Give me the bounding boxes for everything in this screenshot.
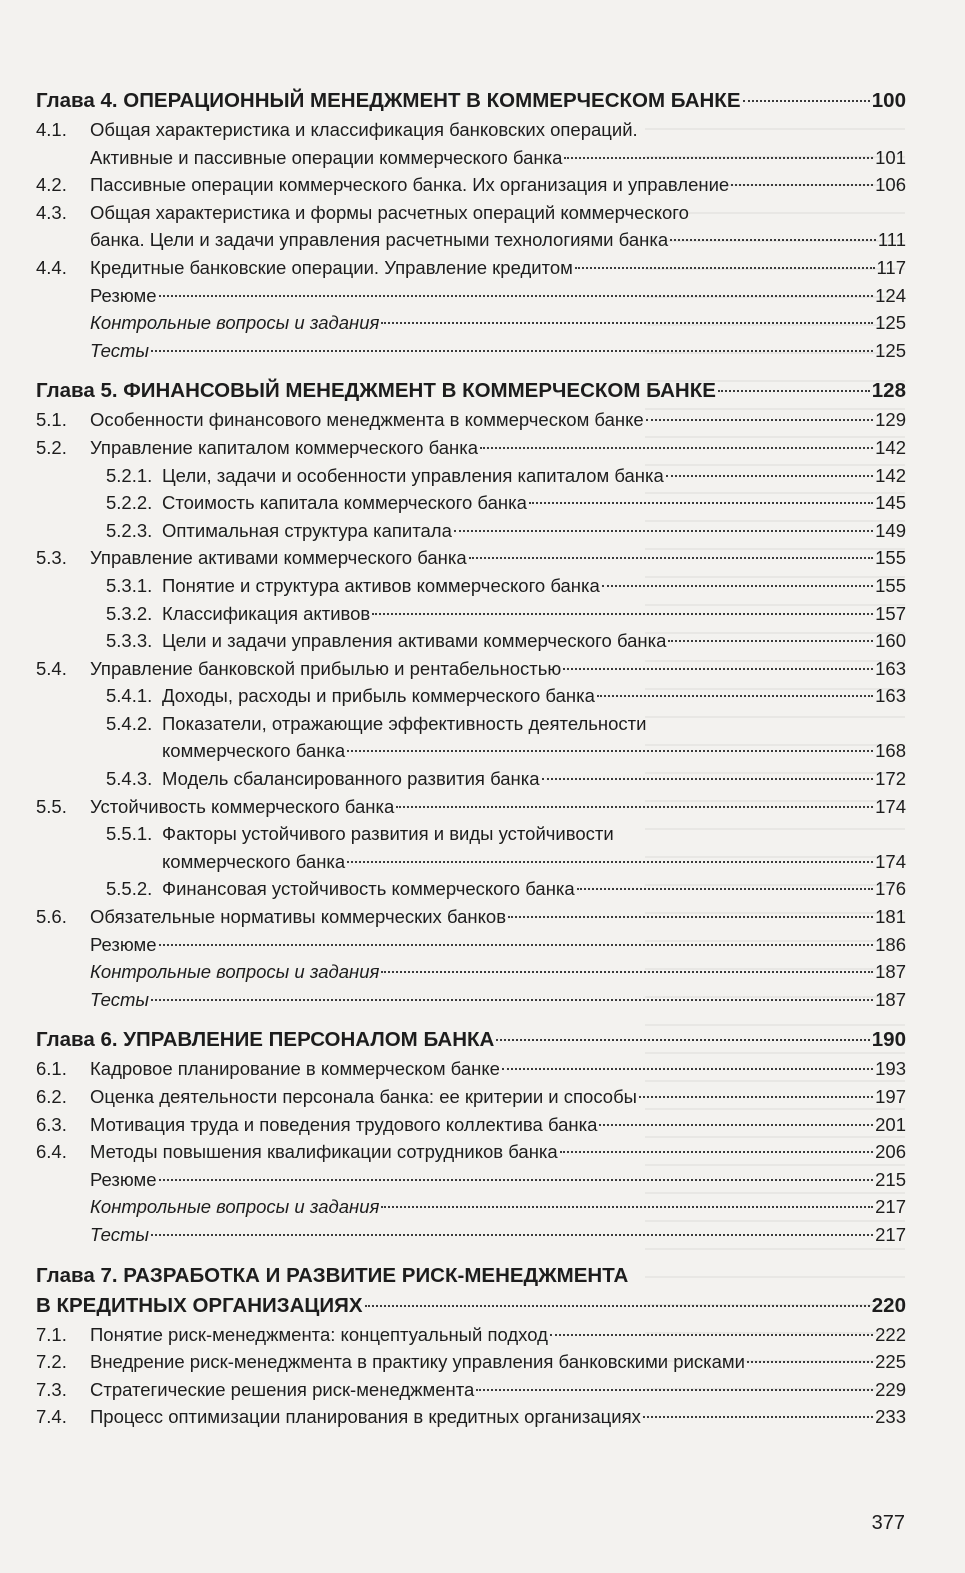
entry-title: Цели, задачи и особенности управления капиталом банка xyxy=(162,464,664,486)
toc-entry xyxy=(36,1166,906,1194)
toc-entry xyxy=(36,875,906,903)
section-number: 7.1. xyxy=(36,1323,67,1345)
entry-title: Контрольные вопросы и задания xyxy=(90,312,380,334)
entry-title: Процесс оптимизации планирования в кредитных организациях xyxy=(90,1406,641,1428)
entry-title: Понятие и структура активов коммерческого банка xyxy=(162,574,600,596)
section-number: 5.3.1. xyxy=(106,574,153,596)
entry-page: 217 xyxy=(875,1196,906,1218)
dot-leader xyxy=(151,999,873,1001)
toc-entry xyxy=(36,600,906,628)
entry-page: 117 xyxy=(876,256,906,278)
section-number: 4.1. xyxy=(36,119,67,140)
entry-page: 186 xyxy=(875,933,906,955)
toc-entry xyxy=(36,462,906,490)
toc-entry xyxy=(36,1321,906,1349)
toc-entry xyxy=(36,199,906,227)
entry-title: Пассивные операции коммерческого банка. Их организация и управление xyxy=(90,174,730,196)
entry-page: 181 xyxy=(875,906,906,928)
entry-body xyxy=(90,1193,906,1221)
toc-entry xyxy=(36,1138,906,1166)
section-number: 5.2.2. xyxy=(106,492,153,514)
chapter-title: Глава 4. ОПЕРАЦИОННЫЙ МЕНЕДЖМЕНТ В КОММЕРЧЕСКОМ БАНКЕ xyxy=(36,89,741,112)
entry-body xyxy=(90,903,906,931)
chapter-title: Глава 5. ФИНАНСОВЫЙ МЕНЕДЖМЕНТ В КОММЕРЧЕСКОМ БАНКЕ xyxy=(36,379,716,403)
entry-body xyxy=(90,1138,906,1166)
entry-page: 101 xyxy=(875,146,906,168)
entry-page: 155 xyxy=(875,547,906,569)
section-number: 5.5.2. xyxy=(106,878,153,900)
entry-title: Резюме xyxy=(90,933,157,955)
entry-page: 168 xyxy=(875,740,906,762)
section-number: 4.2. xyxy=(36,174,67,196)
toc-entry xyxy=(36,737,906,765)
entry-page: 225 xyxy=(875,1351,906,1373)
toc-entry xyxy=(36,517,906,545)
entry-body xyxy=(90,226,906,254)
toc-entry xyxy=(36,655,906,683)
entry-body xyxy=(90,1166,906,1194)
toc-entry xyxy=(36,226,906,254)
entry-page: 124 xyxy=(875,284,906,306)
entry-body xyxy=(90,655,906,683)
entry-body xyxy=(90,199,906,227)
entry-title: Общая характеристика и формы расчетных операций коммерческого xyxy=(90,201,689,223)
entry-page: 106 xyxy=(875,174,906,196)
dot-leader xyxy=(381,322,873,324)
entry-title: Доходы, расходы и прибыль коммерческого банка xyxy=(162,685,595,707)
entry-title: Модель сбалансированного развития банка xyxy=(162,768,540,790)
entry-title: Показатели, отражающие эффективность деятельности xyxy=(162,712,647,734)
dot-leader xyxy=(496,1039,869,1041)
section-number: 5.5.1. xyxy=(106,823,153,845)
section-number: 7.3. xyxy=(36,1378,67,1400)
section-number: 5.2.3. xyxy=(106,519,153,541)
toc-entry xyxy=(36,171,906,199)
entry-body xyxy=(90,337,906,365)
toc-entry xyxy=(36,793,906,821)
chapter-heading xyxy=(36,1025,906,1055)
entry-title: Внедрение риск-менеджмента в практику управления банковскими рисками xyxy=(90,1351,745,1373)
entry-body xyxy=(162,600,906,628)
entry-title: Оценка деятельности персонала банка: ее критерии и способы xyxy=(90,1086,637,1107)
dot-leader xyxy=(563,668,873,670)
dot-leader xyxy=(159,295,874,297)
toc-entry xyxy=(36,1348,906,1376)
section-number: 5.4.1. xyxy=(106,685,153,707)
entry-title: Факторы устойчивого развития и виды устойчивости xyxy=(162,823,614,845)
entry-body xyxy=(90,544,906,572)
entry-title: Управление активами коммерческого банка xyxy=(90,547,467,569)
toc-entry xyxy=(36,572,906,600)
entry-body xyxy=(90,1348,906,1376)
dot-leader xyxy=(564,157,873,159)
entry-title: Кредитные банковские операции. Управление кредитом xyxy=(90,256,573,278)
chapter-section xyxy=(36,1261,906,1431)
entry-body xyxy=(90,1083,906,1111)
entry-title: Тесты xyxy=(90,339,150,361)
toc-entry xyxy=(36,627,906,655)
entry-body xyxy=(90,1221,906,1249)
entry-title: коммерческого банка xyxy=(162,740,346,762)
toc-entry xyxy=(36,1111,906,1139)
entry-title: Активные и пассивные операции коммерческого банка xyxy=(90,146,563,168)
section-number: 5.2.1. xyxy=(106,464,153,486)
section-number: 6.1. xyxy=(36,1058,67,1080)
dot-leader xyxy=(666,475,873,477)
toc-entry xyxy=(36,544,906,572)
dot-leader xyxy=(480,447,873,449)
section-number: 4.3. xyxy=(36,201,67,223)
section-number: 5.4.2. xyxy=(106,712,153,734)
chapter-section xyxy=(36,1025,906,1248)
entry-body xyxy=(162,489,906,517)
entry-page: 163 xyxy=(875,685,906,707)
dot-leader xyxy=(668,640,873,642)
chapter-page: 190 xyxy=(871,1028,906,1052)
entry-page: 206 xyxy=(875,1141,906,1163)
dot-leader xyxy=(151,350,873,352)
section-number: 5.4.3. xyxy=(106,768,153,790)
entry-title: Кадровое планирование в коммерческом банке xyxy=(90,1058,500,1080)
dot-leader xyxy=(575,267,875,269)
entry-title: Стратегические решения риск-менеджмента xyxy=(90,1378,475,1400)
section-number: 7.2. xyxy=(36,1351,67,1373)
entry-title: коммерческого банка xyxy=(162,850,346,872)
entry-body xyxy=(90,986,906,1014)
dot-leader xyxy=(646,419,873,421)
entry-body xyxy=(90,1403,906,1431)
dot-leader xyxy=(529,502,873,504)
dot-leader xyxy=(542,778,874,780)
dot-leader xyxy=(743,100,870,102)
entry-body xyxy=(162,710,906,738)
dot-leader xyxy=(670,239,876,241)
toc-entry xyxy=(36,1055,906,1083)
table-of-contents xyxy=(36,86,906,1433)
toc-entry xyxy=(36,1083,906,1111)
entry-page: 160 xyxy=(875,630,906,652)
chapter-section xyxy=(36,86,906,364)
entry-body xyxy=(90,434,906,462)
dot-leader xyxy=(508,916,873,918)
entry-page: 217 xyxy=(875,1223,906,1245)
dot-leader xyxy=(718,390,870,392)
dot-leader xyxy=(731,184,873,186)
page-number: 377 xyxy=(871,1512,905,1534)
entry-page: 142 xyxy=(875,464,906,486)
toc-entry xyxy=(36,820,906,848)
toc-entry xyxy=(36,144,906,172)
entry-page: 174 xyxy=(875,795,906,817)
toc-entry xyxy=(36,309,906,337)
section-number: 4.4. xyxy=(36,256,67,278)
entry-page: 187 xyxy=(875,961,906,983)
section-number: 7.4. xyxy=(36,1406,67,1428)
entry-title: Резюме xyxy=(90,284,157,306)
dot-leader xyxy=(454,530,873,532)
entry-title: Контрольные вопросы и задания xyxy=(90,1196,380,1218)
entry-page: 193 xyxy=(875,1058,906,1080)
entry-body xyxy=(162,848,906,876)
dot-leader xyxy=(159,944,874,946)
toc-entry xyxy=(36,254,906,282)
entry-title: Тесты xyxy=(90,1223,150,1245)
chapter-page: 220 xyxy=(871,1293,906,1317)
toc-entry xyxy=(36,903,906,931)
entry-body xyxy=(90,1111,906,1139)
dot-leader xyxy=(597,695,873,697)
entry-body xyxy=(90,406,906,434)
entry-body xyxy=(90,1321,906,1349)
dot-leader xyxy=(550,1334,873,1336)
dot-leader xyxy=(347,861,873,863)
entry-body xyxy=(162,820,906,848)
dot-leader xyxy=(639,1096,873,1098)
entry-title: Оптимальная структура капитала xyxy=(162,519,452,541)
chapter-heading xyxy=(36,86,906,116)
entry-page: 157 xyxy=(875,602,906,624)
entry-page: 172 xyxy=(875,768,906,790)
entry-title: банка. Цели и задачи управления расчетными технологиями банка xyxy=(90,229,669,251)
section-number: 5.2. xyxy=(36,436,67,458)
dot-leader xyxy=(560,1151,873,1153)
entry-page: 163 xyxy=(875,657,906,679)
entry-title: Тесты xyxy=(90,988,150,1010)
entry-body xyxy=(90,931,906,959)
toc-entry xyxy=(36,1376,906,1404)
entry-page: 233 xyxy=(875,1406,906,1428)
entry-page: 174 xyxy=(875,850,906,872)
entry-title: Устойчивость коммерческого банка xyxy=(90,795,395,817)
entry-body xyxy=(90,309,906,337)
chapter-title: Глава 6. УПРАВЛЕНИЕ ПЕРСОНАЛОМ БАНКА xyxy=(36,1028,495,1052)
section-number: 6.4. xyxy=(36,1141,67,1163)
toc-entry xyxy=(36,682,906,710)
entry-page: 149 xyxy=(875,519,906,541)
dot-leader xyxy=(577,888,873,890)
entry-page: 111 xyxy=(877,229,906,251)
entry-title: Управление капиталом коммерческого банка xyxy=(90,436,479,458)
toc-entry xyxy=(36,931,906,959)
dot-leader xyxy=(599,1124,873,1126)
entry-body xyxy=(90,254,906,282)
toc-entry xyxy=(36,434,906,462)
entry-title: Контрольные вопросы и задания xyxy=(90,961,380,983)
section-number: 5.4. xyxy=(36,657,67,679)
entry-title: Понятие риск-менеджмента: концептуальный подход xyxy=(90,1323,548,1345)
section-number: 6.2. xyxy=(36,1086,67,1107)
entry-page: 229 xyxy=(875,1378,906,1400)
entry-body xyxy=(162,627,906,655)
toc-entry xyxy=(36,406,906,434)
entry-body xyxy=(90,1376,906,1404)
toc-entry xyxy=(36,765,906,793)
dot-leader xyxy=(396,806,873,808)
entry-body xyxy=(162,737,906,765)
chapter-heading xyxy=(36,1261,906,1291)
toc-entry xyxy=(36,986,906,1014)
entry-title: Резюме xyxy=(90,1168,157,1190)
entry-page: 201 xyxy=(875,1113,906,1135)
chapter-heading xyxy=(36,376,906,406)
toc-entry xyxy=(36,116,906,144)
chapter-section xyxy=(36,376,906,1013)
entry-page: 145 xyxy=(875,492,906,514)
entry-page: 176 xyxy=(875,878,906,900)
entry-title: Финансовая устойчивость коммерческого банка xyxy=(162,878,575,900)
entry-title: Стоимость капитала коммерческого банка xyxy=(162,492,527,514)
toc-entry xyxy=(36,848,906,876)
entry-title: Управление банковской прибылью и рентабельностью xyxy=(90,657,562,679)
chapter-title: В КРЕДИТНЫХ ОРГАНИЗАЦИЯХ xyxy=(36,1293,363,1317)
section-number: 6.3. xyxy=(36,1113,67,1135)
toc-entry xyxy=(36,710,906,738)
entry-body xyxy=(162,765,906,793)
entry-title: Особенности финансового менеджмента в коммерческом банке xyxy=(90,409,644,431)
entry-title: Мотивация труда и поведения трудового коллектива банка xyxy=(90,1113,598,1135)
toc-entry xyxy=(36,1403,906,1431)
section-number: 5.3.3. xyxy=(106,630,153,652)
entry-body xyxy=(90,282,906,310)
section-number: 5.1. xyxy=(36,409,67,431)
chapter-page: 128 xyxy=(871,379,906,403)
entry-page: 197 xyxy=(875,1086,906,1107)
dot-leader xyxy=(372,613,873,615)
entry-body xyxy=(162,875,906,903)
entry-page: 155 xyxy=(875,574,906,596)
dot-leader xyxy=(365,1305,870,1307)
entry-body xyxy=(90,793,906,821)
toc-entry xyxy=(36,1221,906,1249)
chapter-page: 100 xyxy=(871,89,906,112)
entry-page: 129 xyxy=(875,409,906,431)
entry-page: 222 xyxy=(875,1323,906,1345)
dot-leader xyxy=(602,585,873,587)
entry-title: Цели и задачи управления активами коммерческого банка xyxy=(162,630,667,652)
section-number: 5.6. xyxy=(36,906,67,928)
entry-body xyxy=(90,116,906,144)
dot-leader xyxy=(347,750,873,752)
section-number: 5.3. xyxy=(36,547,67,569)
toc-entry xyxy=(36,1193,906,1221)
entry-body xyxy=(90,171,906,199)
toc-entry xyxy=(36,282,906,310)
entry-body xyxy=(162,572,906,600)
entry-body xyxy=(162,682,906,710)
chapter-heading xyxy=(36,1291,906,1321)
dot-leader xyxy=(469,557,873,559)
entry-body xyxy=(162,517,906,545)
entry-page: 125 xyxy=(875,339,906,361)
dot-leader xyxy=(502,1068,873,1070)
dot-leader xyxy=(381,971,873,973)
section-number: 5.3.2. xyxy=(106,602,153,624)
entry-page: 215 xyxy=(875,1168,906,1190)
entry-body xyxy=(90,958,906,986)
entry-page: 187 xyxy=(875,988,906,1010)
toc-entry xyxy=(36,489,906,517)
entry-page: 142 xyxy=(875,436,906,458)
entry-body xyxy=(90,144,906,172)
section-number: 5.5. xyxy=(36,795,67,817)
entry-title: Методы повышения квалификации сотрудников банка xyxy=(90,1141,558,1163)
entry-page: 125 xyxy=(875,312,906,334)
dot-leader xyxy=(381,1206,873,1208)
dot-leader xyxy=(747,1361,873,1363)
dot-leader xyxy=(151,1234,873,1236)
dot-leader xyxy=(643,1416,873,1418)
chapter-title: Глава 7. РАЗРАБОТКА И РАЗВИТИЕ РИСК-МЕНЕДЖМЕНТА xyxy=(36,1263,629,1287)
entry-title: Обязательные нормативы коммерческих банков xyxy=(90,906,507,928)
entry-body xyxy=(90,1055,906,1083)
entry-title: Классификация активов xyxy=(162,602,371,624)
dot-leader xyxy=(476,1389,873,1391)
toc-entry xyxy=(36,337,906,365)
entry-title: Общая характеристика и классификация банковских операций. xyxy=(90,119,638,140)
dot-leader xyxy=(159,1179,874,1181)
toc-entry xyxy=(36,958,906,986)
entry-body xyxy=(162,462,906,490)
